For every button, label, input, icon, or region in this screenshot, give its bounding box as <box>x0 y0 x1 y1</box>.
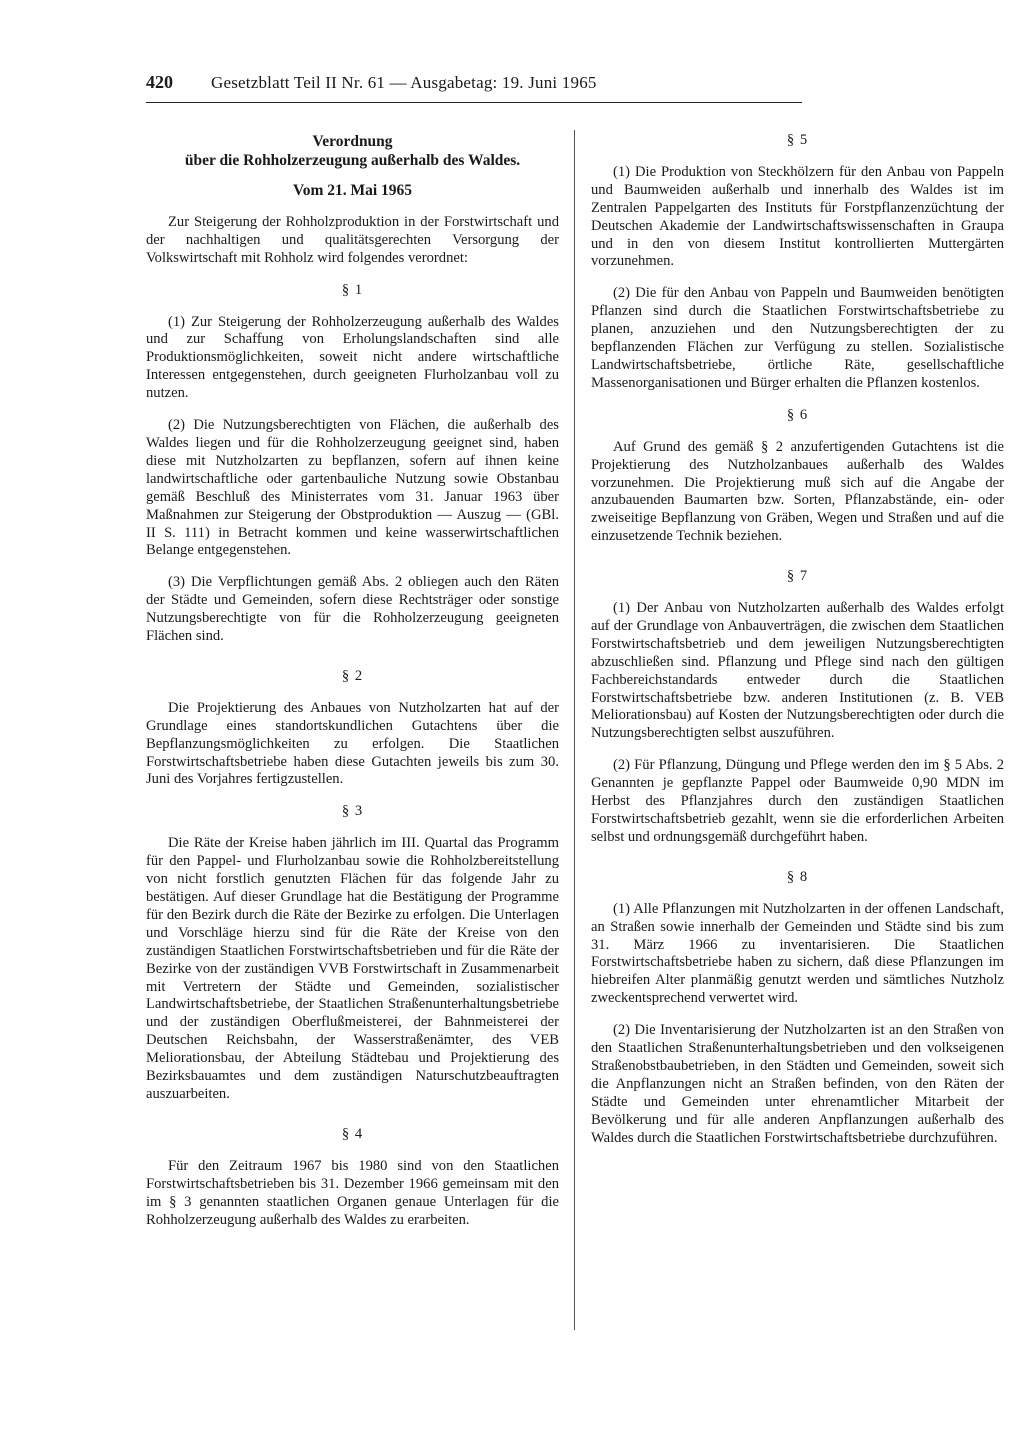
section-1-para-3: (3) Die Verpflichtungen gemäß Abs. 2 obliegen auch den Räten der Städte und Gemeinden, sofern diese Rechtsträger oder sonstige Nutzungsberechtigte von für die Rohholzerzeugung geeigneten Flächen sind. <box>146 574 559 645</box>
section-1-para-2: (2) Die Nutzungsberechtigten von Flächen, die außerhalb des Waldes liegen und für die Rohholzerzeugung geeignet sind, haben diese mit Nutzholzarten zu bepflanzen, sofern auf ihnen keine landwirtschaftliche oder gartenbauliche Nutzung sowie Obstanbau gemäß Beschluß des Ministerrates vom 31. Januar 1963 über Maßnahmen zur Steigerung der Obstproduktion — Auszug — (GBl. II S. 111) in Betracht kommen und keine wasserwirtschaftlichen Belange entgegenstehen. <box>146 417 559 559</box>
section-4-para-1: Für den Zeitraum 1967 bis 1980 sind von den Staatlichen Forstwirtschaftsbetrieben bis 31. Dezember 1966 gemeinsam mit den im § 3 genannten staatlichen Organen genaue Unterlagen für die Rohholzerzeugung außerhalb des Waldes zu erarbeiten. <box>146 1157 559 1228</box>
section-6-para-1: Auf Grund des gemäß § 2 anzufertigenden Gutachtens ist die Projektierung des Nutzholzanbaues außerhalb des Waldes vorzunehmen. Die Projektierung muß sich auf die Angabe der anzubauenden Baumarten bzw. Sorten, Pflanzabstände, ein- oder zweiseitige Bepflanzung von Gräben, Wegen und Straßen und auf die einzusetzende Technik beziehen. <box>591 438 1004 545</box>
running-head-title: Gesetzblatt Teil II Nr. 61 — Ausgabetag: 19. Juni 1965 <box>211 73 597 92</box>
section-5-para-2: (2) Die für den Anbau von Pappeln und Baumweiden benötigten Pflanzen sind durch die Staatlichen Forstwirtschaftsbetriebe zu planen, anzuziehen und den Nutzungsberechtigten der zu bepflanzenden Flächen zur Verfügung zu stellen. Sozialistische Landwirtschaftsbetriebe, örtliche Räte, gesellschaftliche Massenorganisationen und Bürger erhalten die Pflanzen kostenlos. <box>591 285 1004 391</box>
document-title-line2: über die Rohholzerzeugung außerhalb des Waldes. <box>184 152 521 169</box>
section-1-para-1: (1) Zur Steigerung der Rohholzerzeugung außerhalb des Waldes und zur Schaffung von Erholungslandschaften sind alle Produktionsmöglichkeiten, soweit nicht andere wirtschaftliche Interessen entgegenstehen, durch geeigneten Flurholzanbau voll zu nutzen. <box>146 313 559 402</box>
section-3-para-1: Die Räte der Kreise haben jährlich im III. Quartal das Programm für den Pappel- und Flurholzanbau sowie die Rohholzbereitstellung von nicht forstlich genutzten Flächen für das folgende Jahr zu bestätigen. Auf dieser Grundlage hat die Bestätigung der Programme für den Bezirk durch die Räte der Bezirke zu erfolgen. Die Unterlagen und Vorschläge hierzu sind für die Räte der Kreise von den zuständigen Staatlichen Forstwirtschaftsbetrieben und für die Räte der Bezirke von der zuständigen VVB Forstwirtschaft in Zusammenarbeit mit Vertretern der Städte und Gemeinden, sozialistischer Landwirtschaftsbetriebe, der Staatlichen Straßenunterhaltungsbetriebe und der zuständigen Oberflußmeisterei, der Bahnmeisterei der Deutschen Reichsbahn, der Wasserstraßenämter, des VEB Meliorationsbau, der Abteilung Städtebau und Projektierung des Bezirksbauamtes und dem zuständigen Naturschutzbeauftragten auszuarbeiten. <box>146 835 559 1102</box>
section-8-heading: § 8 <box>786 868 809 885</box>
right-column <box>591 132 1004 1162</box>
section-7-para-1: (1) Der Anbau von Nutzholzarten außerhalb des Waldes erfolgt auf der Grundlage von Anbauverträgen, die zwischen dem Staatlichen Forstwirtschaftsbetrieb und dem jeweiligen Nutzungsberechtigten abzuschließen sind. Pflanzung und Pflege sind nach den gültigen Fachbereichstandards entweder durch die Staatlichen Forstwirtschaftsbetriebe bzw. anderen Institutionen (z. B. VEB Meliorationsbau) auf Kosten der Nutzungsberechtigten oder durch die Nutzungsberechtigten selbst auszuführen. <box>591 600 1004 742</box>
section-2-para-1: Die Projektierung des Anbaues von Nutzholzarten hat auf der Grundlage eines standortskundlichen Gutachtens über die Bepflanzungsmöglichkeiten zu erfolgen. Die Staatlichen Forstwirtschaftsbetriebe haben diese Gutachten jeweils bis zum 30. Juni des Vorjahres fertigzustellen. <box>146 699 559 788</box>
section-7-para-2: (2) Für Pflanzung, Düngung und Pflege werden den im § 5 Abs. 2 Genannten je gepflanzte Pappel oder Baumweide 0,90 MDN im Herbst des Pflanzjahres durch den zuständigen Staatlichen Forstwirtschaftsbetrieb gezahlt, wenn sie die erforderlichen Arbeiten selbst und ordnungsgemäß durchgeführt haben. <box>591 757 1004 845</box>
section-8-para-2: (2) Die Inventarisierung der Nutzholzarten ist an den Straßen von den Staatlichen Straßenunterhaltungsbetrieben und den volkseigenen Straßenobstbaubetrieben, in den Städten und Gemeinden, soweit sich die Anpflanzungen nicht an Straßen befinden, von den Räten der Städte und Gemeinden unter ehrenamtlicher Mitarbeit der Bevölkerung und für alle anderen Anpflanzungen außerhalb des Waldes durch die Staatlichen Forstwirtschaftsbetriebe durchzuführen. <box>591 1022 1004 1146</box>
page-number: 420 <box>146 72 173 92</box>
section-5-heading: § 5 <box>786 132 809 148</box>
document-date: Vom 21. Mai 1965 <box>292 182 413 199</box>
section-1-heading: § 1 <box>341 281 364 298</box>
section-2-heading: § 2 <box>341 667 364 684</box>
section-3-heading: § 3 <box>341 803 364 820</box>
preamble: Zur Steigerung der Rohholzproduktion in der Forstwirtschaft und der nachhaltigen und qualitätsgerechten Versorgung der Volkswirtschaft mit Rohholz wird folgendes verordnet: <box>146 213 559 266</box>
column-divider <box>574 130 575 1330</box>
section-7-heading: § 7 <box>786 568 809 585</box>
section-6-heading: § 6 <box>786 406 809 423</box>
left-column <box>146 132 559 1243</box>
running-header <box>146 72 802 103</box>
document-title-line1: Verordnung <box>312 133 393 150</box>
section-4-heading: § 4 <box>341 1125 364 1142</box>
section-8-para-1: (1) Alle Pflanzungen mit Nutzholzarten in der offenen Landschaft, an Straßen sowie innerhalb der Gemeinden und Städte sind bis zum 31. März 1966 zu inventarisieren. Die Staatlichen Forstwirtschaftsbetriebe haben zu sichern, daß diese Pflanzungen im hiebreifen Alter planmäßig genutzt werden und sämtliches Nutzholz zweckentsprechend verwertet wird. <box>591 900 1004 1007</box>
section-5-para-1: (1) Die Produktion von Steckhölzern für den Anbau von Pappeln und Baumweiden außerhalb und innerhalb des Waldes ist im Zentralen Pappelgarten des Instituts für Forstpflanzenzüchtung der Deutschen Akademie der Landwirtschaftswissenschaften in Graupa und in den von diesem Institut kontrollierten Muttergärten vorzunehmen. <box>591 163 1004 270</box>
